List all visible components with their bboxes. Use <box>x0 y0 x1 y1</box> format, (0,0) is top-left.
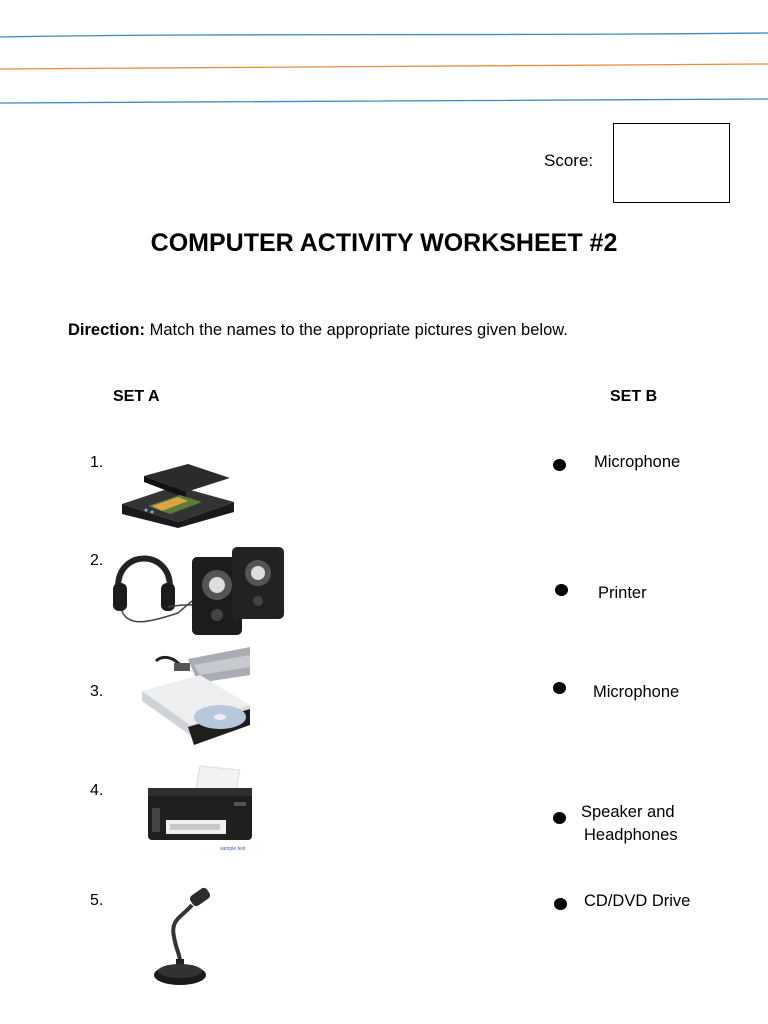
match-bullet-2[interactable] <box>555 584 568 596</box>
printer-image-caption: sample text <box>220 846 246 852</box>
option-label-3: Microphone <box>593 683 680 701</box>
option-label-2: Printer <box>598 584 647 602</box>
set-a-heading: SET A <box>113 388 160 405</box>
score-box[interactable] <box>613 123 730 203</box>
scanner-image <box>118 462 238 528</box>
score-label: Score: <box>544 151 594 170</box>
match-bullet-3[interactable] <box>553 682 566 694</box>
option-label-4-line1: Speaker and <box>581 803 675 821</box>
printer-image <box>144 762 256 854</box>
cd-dvd-drive-image <box>138 647 252 747</box>
option-label-5: CD/DVD Drive <box>584 892 691 910</box>
option-label-1: Microphone <box>594 453 681 471</box>
direction-text <box>68 321 568 340</box>
item-number-1: 1. <box>90 454 104 471</box>
headphones-speakers-image <box>108 543 288 637</box>
direction-label: Direction: <box>68 321 146 339</box>
option-label-4-line2: Headphones <box>584 826 678 844</box>
item-number-2: 2. <box>90 552 104 569</box>
header-decoration-lines <box>0 0 768 110</box>
item-number-4: 4. <box>90 782 104 799</box>
direction-instructions: Match the names to the appropriate pictures given below. <box>145 321 568 339</box>
microphone-image <box>146 883 216 987</box>
match-bullet-1[interactable] <box>553 459 566 471</box>
item-number-5: 5. <box>90 892 104 909</box>
item-number-3: 3. <box>90 683 104 700</box>
match-bullet-5[interactable] <box>554 898 567 910</box>
set-b-heading: SET B <box>610 388 658 405</box>
page-title: COMPUTER ACTIVITY WORKSHEET #2 <box>150 229 618 257</box>
match-bullet-4[interactable] <box>553 812 566 824</box>
